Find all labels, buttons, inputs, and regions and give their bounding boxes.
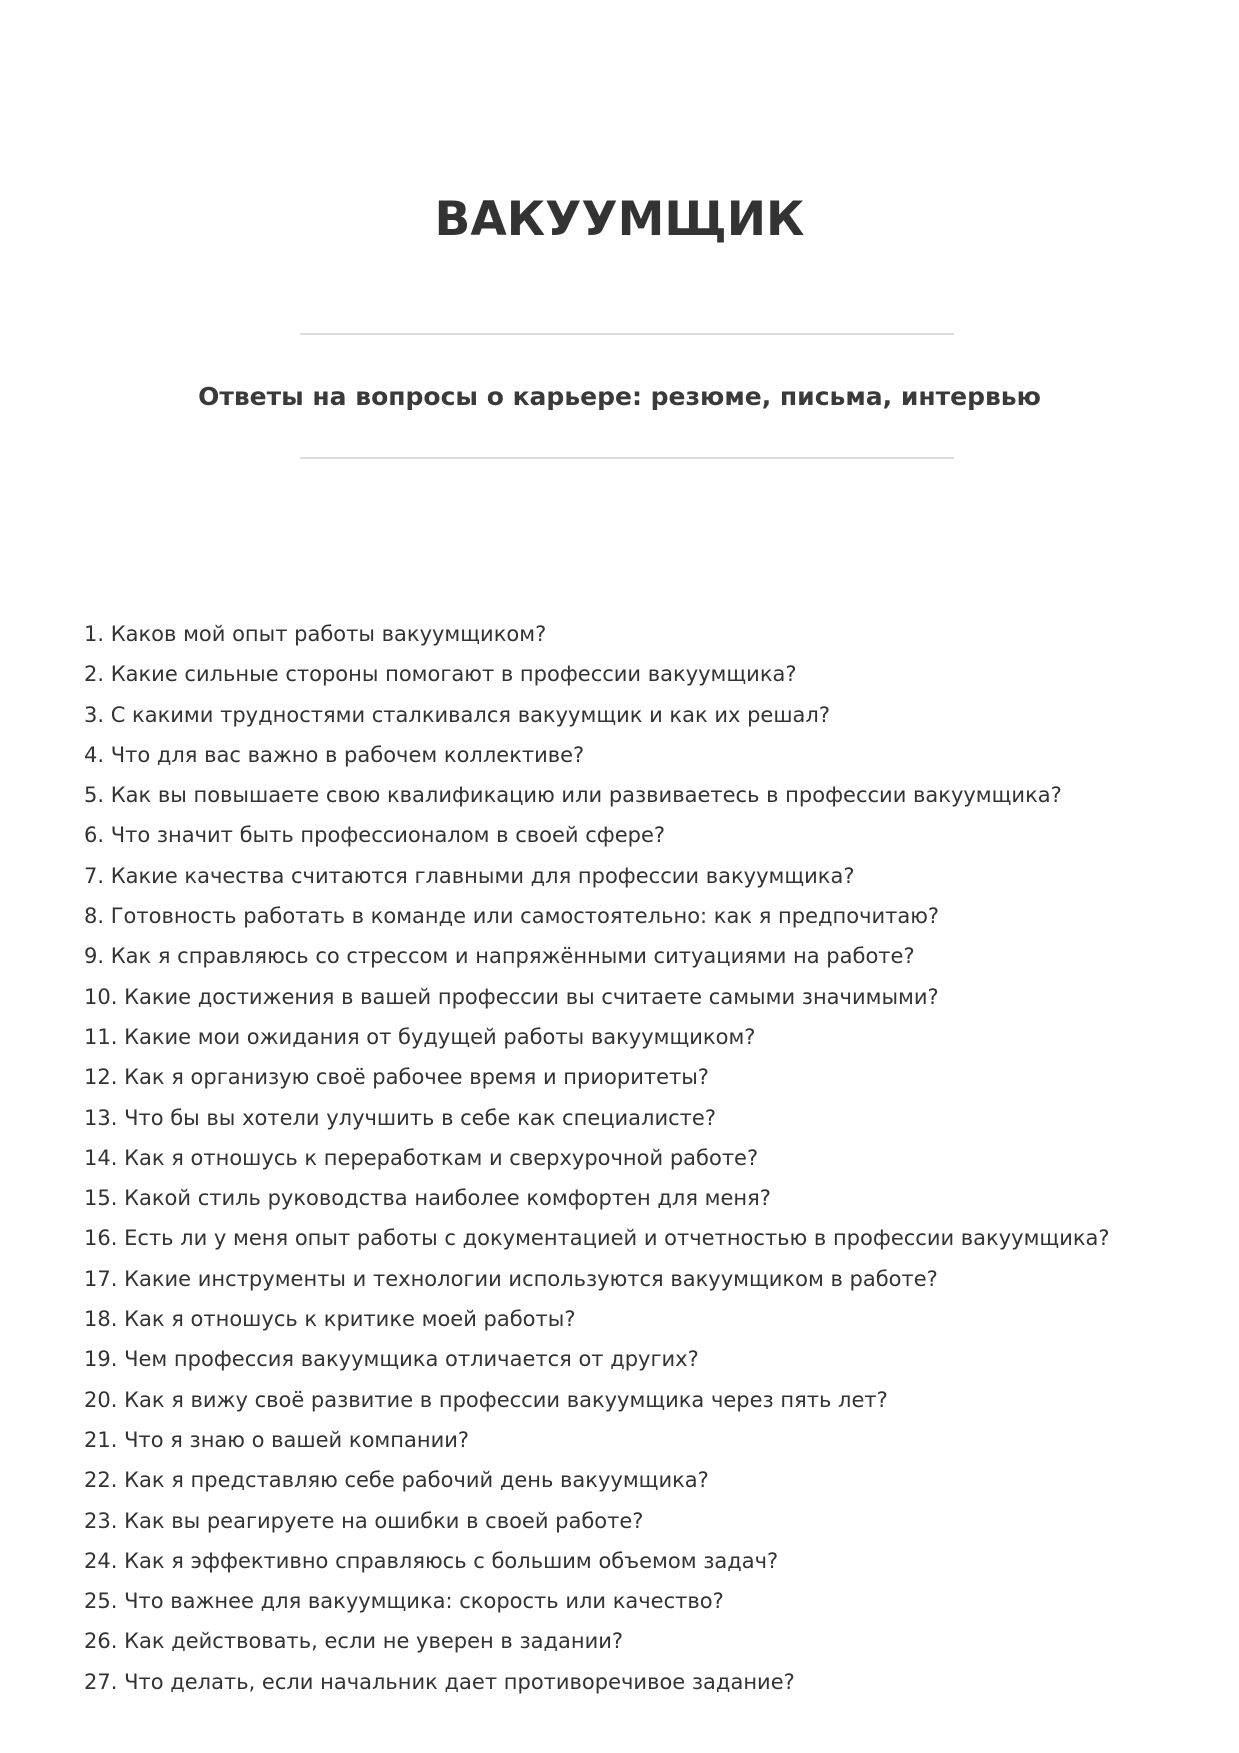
question-item: 13. Что бы вы хотели улучшить в себе как специалисте? — [84, 1105, 716, 1130]
question-item: 5. Как вы повышаете свою квалификацию или развиваетесь в профессии вакуумщика? — [84, 783, 1062, 808]
question-item: 16. Есть ли у меня опыт работы с документацией и отчетностью в профессии вакуумщика? — [84, 1226, 1110, 1251]
divider-bottom — [300, 457, 954, 459]
question-item: 4. Что для вас важно в рабочем коллективе? — [84, 742, 585, 767]
question-item: 8. Готовность работать в команде или самостоятельно: как я предпочитаю? — [84, 904, 940, 929]
page-subtitle: Ответы на вопросы о карьере: резюме, письма, интервью — [198, 382, 1041, 411]
question-item: 25. Что важнее для вакуумщика: скорость или качество? — [84, 1589, 724, 1614]
question-item: 19. Чем профессия вакуумщика отличается от других? — [84, 1347, 699, 1372]
question-item: 12. Как я организую своё рабочее время и приоритеты? — [84, 1065, 709, 1090]
questions-list — [84, 614, 1110, 1702]
question-item: 26. Как действовать, если не уверен в задании? — [84, 1629, 624, 1654]
divider-top — [300, 333, 954, 335]
question-item: 21. Что я знаю о вашей компании? — [84, 1427, 470, 1452]
question-item: 24. Как я эффективно справляюсь с большим объемом задач? — [84, 1548, 779, 1573]
question-item: 15. Какой стиль руководства наиболее комфортен для меня? — [84, 1186, 771, 1211]
question-item: 17. Какие инструменты и технологии используются вакуумщиком в работе? — [84, 1266, 938, 1291]
question-item: 3. С какими трудностями сталкивался вакуумщик и как их решал? — [84, 702, 830, 727]
question-item: 22. Как я представляю себе рабочий день вакуумщика? — [84, 1468, 709, 1493]
question-item: 18. Как я отношусь к критике моей работы? — [84, 1307, 576, 1332]
question-item: 2. Какие сильные стороны помогают в профессии вакуумщика? — [84, 662, 797, 687]
question-item: 14. Как я отношусь к переработкам и сверхурочной работе? — [84, 1145, 759, 1170]
question-item: 23. Как вы реагируете на ошибки в своей работе? — [84, 1508, 644, 1533]
question-item: 7. Какие качества считаются главными для профессии вакуумщика? — [84, 863, 855, 888]
question-item: 11. Какие мои ожидания от будущей работы вакуумщиком? — [84, 1024, 756, 1049]
page-title: ВАКУУМЩИК — [434, 192, 805, 247]
question-item: 27. Что делать, если начальник дает противоречивое задание? — [84, 1669, 795, 1694]
question-item: 9. Как я справляюсь со стрессом и напряжёнными ситуациями на работе? — [84, 944, 915, 969]
question-item: 6. Что значит быть профессионалом в своей сфере? — [84, 823, 666, 848]
question-item: 1. Каков мой опыт работы вакуумщиком? — [84, 622, 547, 646]
question-item: 20. Как я вижу своё развитие в профессии вакуумщика через пять лет? — [84, 1387, 888, 1412]
question-item: 10. Какие достижения в вашей профессии вы считаете самыми значимыми? — [84, 984, 939, 1009]
